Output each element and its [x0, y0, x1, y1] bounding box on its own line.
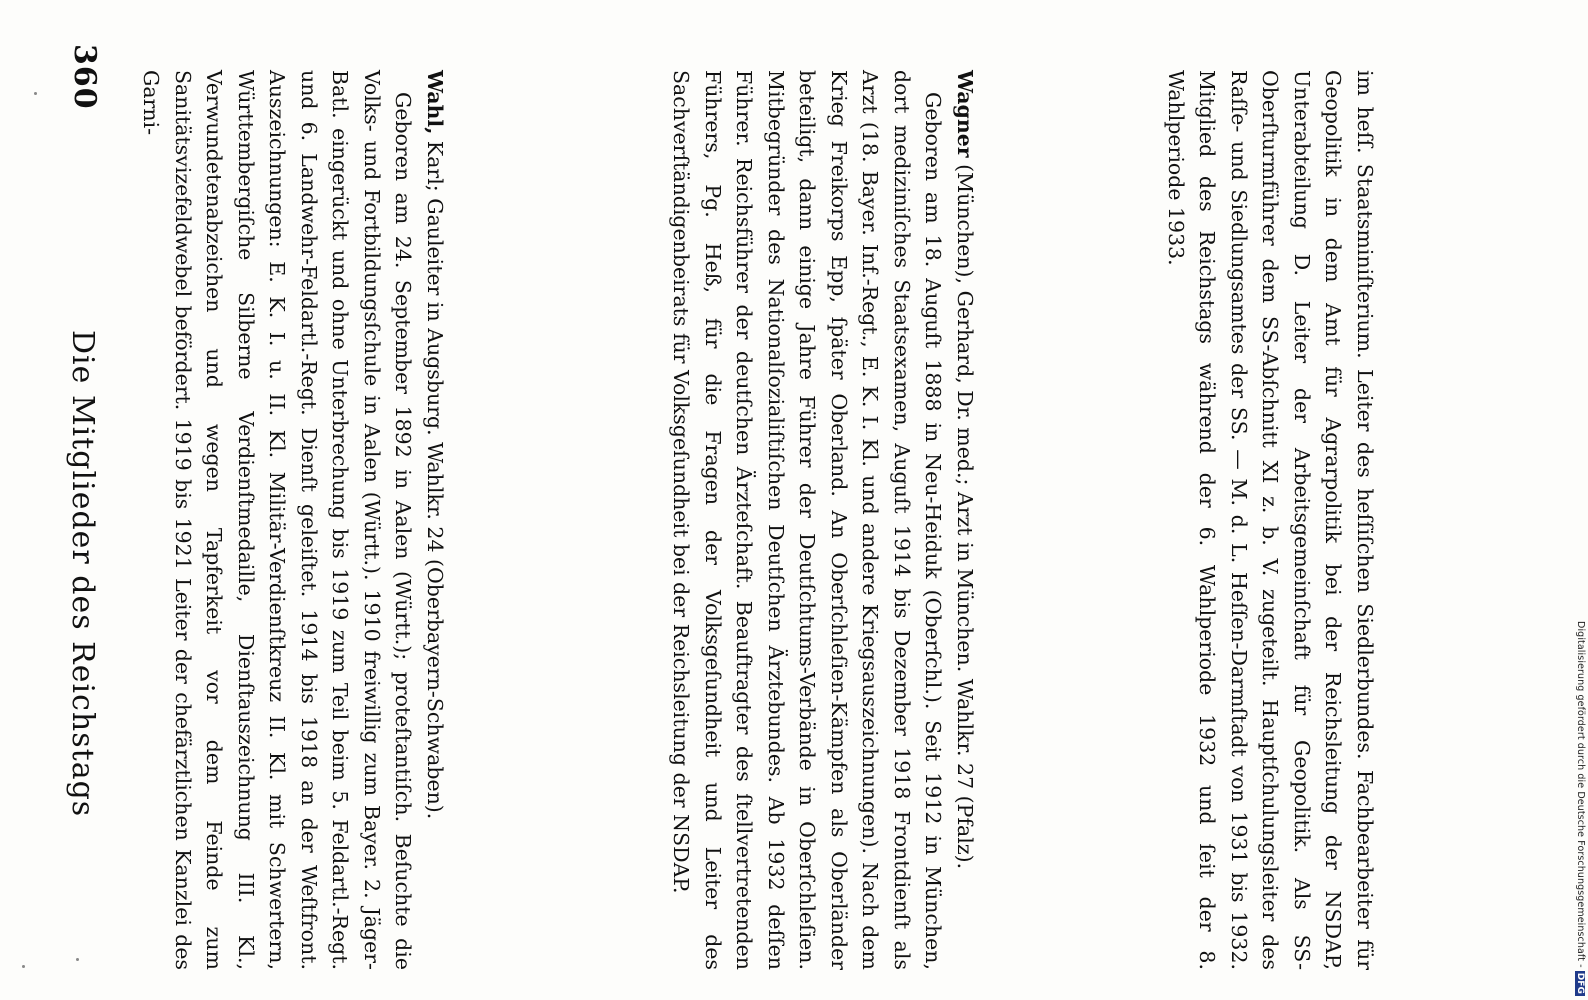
entry-intro: (München), Gerhard, Dr. med.; Arzt in München. Wahlkr. 27 (Pfalz).: [953, 157, 977, 870]
entry-heading: [949, 70, 981, 970]
body-text: [140, 70, 1540, 970]
rotated-page-content: [65, 30, 1540, 990]
entry-heading: [419, 70, 451, 970]
continuation-paragraph: im heſſ. Staatsminiſterium. Leiter des heſſiſchen Siedlerbundes. Fachbearbeiter für Geopolitik in dem Amt für Agrarpolitik bei der Reichsleitung der NSDAP, Unterabteilung D. Leiter der Arbeitsgemeinſchaft für Geopolitik. Als SS-Oberſturmführer dem SS-Abſchnitt XI z. b. V. zugeteilt. Hauptſchulungsleiter des Raſſe- und Siedlungsamtes der SS. — M. d. L. Heſſen-Darmſtadt von 1931 bis 1932. Mitglied des Reichstags während der 6. Wahlperiode 1932 und ſeit der 8. Wahlperiode 1933.: [1164, 70, 1377, 970]
funding-credit: Digitalisierung gefördert durch die Deutsche Forschungsgemeinschaft -: [1575, 621, 1586, 968]
dfg-logo-badge: DFG: [1575, 972, 1585, 994]
entry-body: Geboren am 24. September 1892 in Aalen (Württ.); proteſtantiſch. Beſuchte die Volks- und Fortbildungsſchule in Aalen (Württ.). 1910 freiwillig zum Bayer. 2. Jäger-Batl. eingerückt und ohne Unterbrechung bis 1919 zum Teil beim 5. Feldartl.-Regt. und 6. Landwehr-Feldartl.-Regt. Dienſt geleiſtet. 1914 bis 1918 an der Weſtfront. Auszeichnungen: E. K. I. u. II. Kl. Militär-Verdienſtkreuz II. Kl. mit Schwertern, Württembergiſche Silberne Verdienſtmedaille, Dienſtauszeichnung III. Kl., Verwundetenabzeichen und wegen Tapferkeit vor dem Feinde zum Sanitätsvizefeldwebel befördert. 1919 bis 1921 Leiter der chefärztlichen Kanzlei des Garni-: [139, 70, 416, 970]
entry-wagner: [665, 70, 980, 970]
scan-speck: [22, 965, 25, 968]
entry-intro: Karl; Gauleiter in Augsburg. Wahlkr. 24 (Oberbayern-Schwaben).: [423, 134, 447, 820]
page-number: 360: [67, 44, 102, 110]
scan-speck: [76, 958, 79, 961]
entry-continuation: [1160, 70, 1381, 970]
scan-speck: [34, 92, 37, 95]
digitization-note-text: [1575, 4, 1586, 996]
running-title: Die Mitglieder des Reichstags: [65, 330, 100, 818]
entry-wahl: [135, 70, 450, 970]
entry-name: Wahl,: [423, 70, 447, 135]
entry-name: Wagner: [953, 70, 977, 158]
digitization-note: [1552, 4, 1586, 996]
entry-body: Geboren am 18. Auguſt 1888 in Neu-Heiduk (Oberſchl.). Seit 1912 in München, dort mediziniſches Staatsexamen, Auguſt 1914 bis Dezember 1918 Frontdienſt als Arzt (18. Bayer. Inf.-Regt., E. K. I. Kl. und andere Kriegsauszeichnungen). Nach dem Krieg Freikorps Epp, ſpäter Oberland. An Oberſchleſien-Kämpfen als Oberländer beteiligt, dann einige Jahre Führer der Deutſchtums-Verbände in Oberſchleſien. Mitbegründer des Nationalſozialiſtiſchen Deutſchen Ärztebundes. Ab 1932 deſſen Führer. Reichsführer der deutſchen Ärzteſchaft. Beauftragter des ſtellvertretenden Führers, Pg. Heß, für die Fragen der Volksgeſundheit und Leiter des Sachverſtändigenbeirats für Volksgeſundheit bei der Reichsleitung der NSDAP.: [669, 70, 946, 970]
